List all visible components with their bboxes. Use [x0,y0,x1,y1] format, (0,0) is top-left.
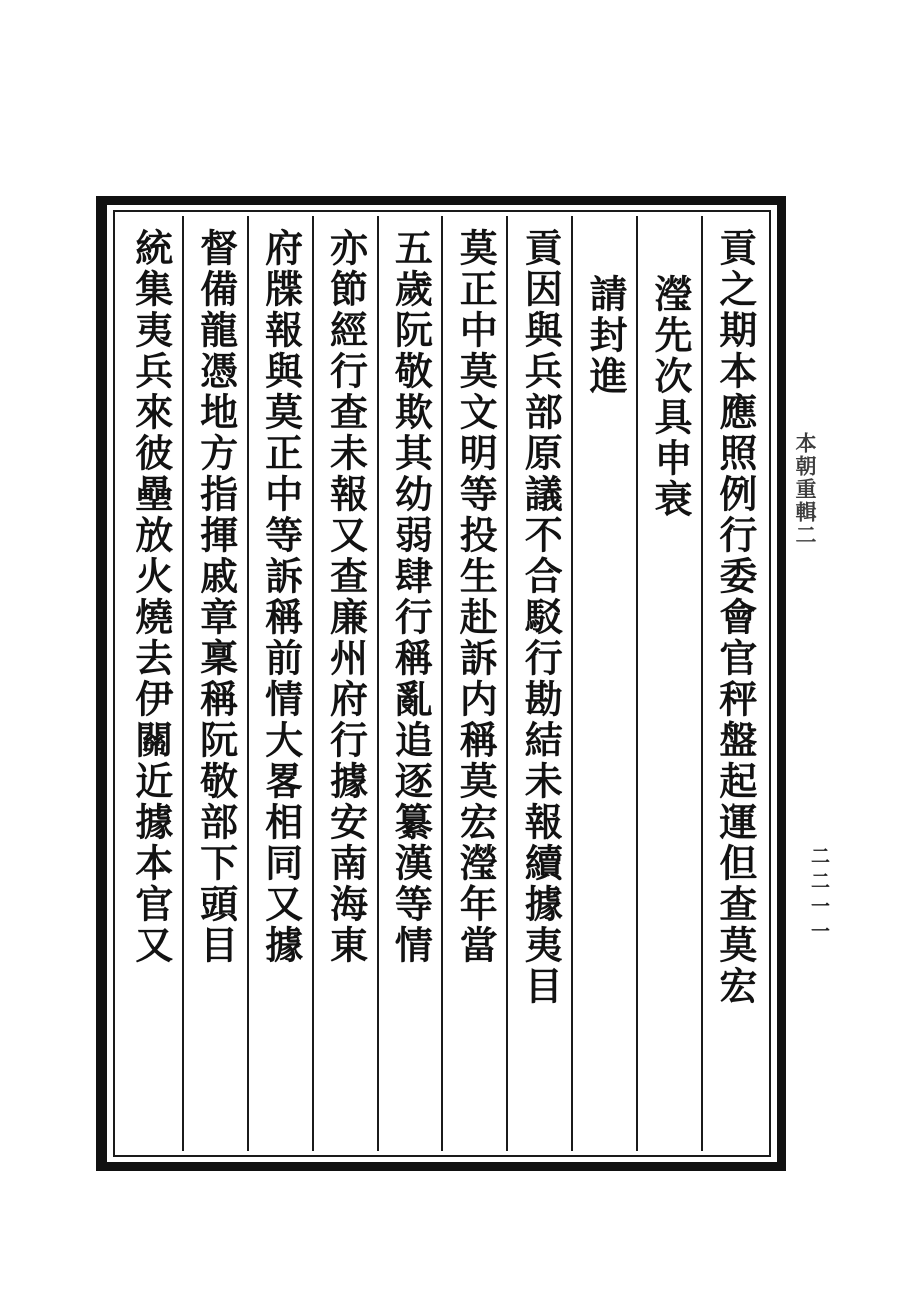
page-frame [96,196,786,1171]
text-column [506,216,571,1151]
column-text: 五歲阮敬欺其幼弱肆行稱亂追逐纂漢等情 [388,228,434,966]
column-text: 莫正中莫文明等投生赴訴内稱莫宏瀅年當 [453,228,499,966]
text-column-container [119,216,766,1151]
column-text: 府牒報與莫正中等訴稱前情大畧相同又據 [258,228,304,966]
text-column [312,216,377,1151]
text-column [377,216,442,1151]
text-column [441,216,506,1151]
column-text: 請封進 [583,274,629,397]
text-column [182,216,247,1151]
text-column [119,216,182,1151]
spine-title: 本朝重輯二 [793,432,818,547]
text-column [571,216,636,1151]
text-column [636,216,701,1151]
text-column [701,216,766,1151]
folio-number: 二二一一 [808,846,830,946]
column-text: 貢因與兵部原議不合駁行勘結未報續據夷目 [518,228,564,1007]
column-text: 統集夷兵來彼壘放火燒去伊關近據本官又 [128,228,174,966]
text-column [247,216,312,1151]
column-text: 瀅先次具申衰 [648,274,694,520]
column-text: 貢之期本應照例行委會官秤盤起運但查莫宏 [712,228,758,1007]
column-text: 亦節經行查未報又查廉州府行據安南海東 [323,228,369,966]
column-text: 督備龍憑地方指揮戚章稟稱阮敬部下頭目 [193,228,239,966]
